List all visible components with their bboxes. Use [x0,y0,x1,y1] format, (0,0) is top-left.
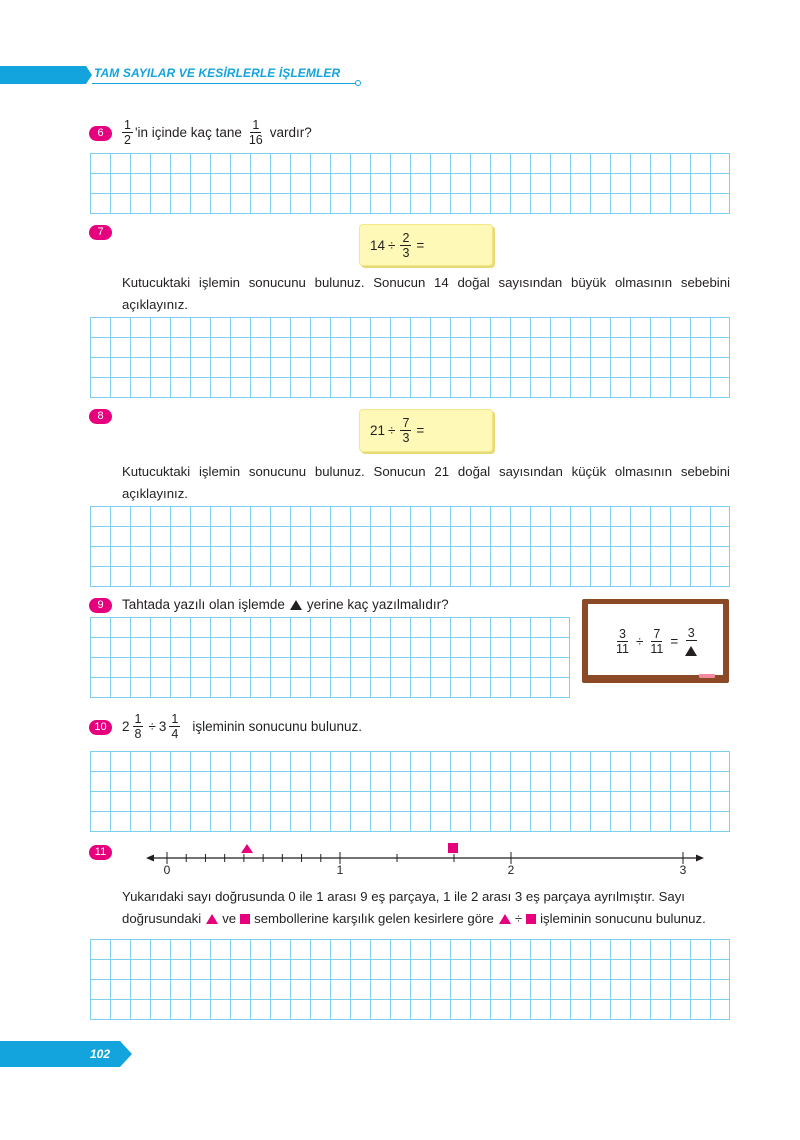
question-11-text-line1: Yukarıdaki sayı doğrusunda 0 ile 1 arası 9 eş parçaya, 1 ile 2 arası 3 eş parçaya ayrılmıştır. Sayı [122,889,685,904]
fraction-denominator: 11 [616,642,629,656]
question-number-6: 6 [89,126,112,141]
question-9-text [122,597,449,612]
fraction-numerator: 2 [402,230,410,245]
question-10-text [122,712,362,741]
equals-sign: = [670,634,679,649]
fraction-numerator: 7 [653,627,661,641]
question-10-text-part: işleminin sonucunu bulunuz. [192,719,362,734]
answer-grid-7[interactable] [90,317,730,398]
whole-number: 21 [370,423,386,438]
triangle-icon [290,600,302,610]
footer-band [0,1041,132,1067]
square-marker-icon [448,843,458,853]
fraction-denominator: 8 [134,727,142,741]
fraction-numerator: 1 [124,118,131,132]
square-marker-icon [526,914,536,924]
number-line-label-2: 2 [507,863,515,877]
question-6-text-part1: 'in içinde kaç tane [134,125,242,140]
fraction-numerator: 3 [687,626,695,640]
division-sign: ÷ [514,911,523,926]
triangle-marker-icon [206,914,218,924]
fraction-one-sixteenth [247,118,265,147]
page-number: 102 [90,1047,111,1061]
fraction-denominator: 2 [124,133,131,147]
question-11-text-line2 [122,908,706,930]
section-title: TAM SAYILAR VE KESİRLERLE İŞLEMLER [94,66,341,80]
division-sign: ÷ [148,719,156,734]
question-11-text-part: işleminin sonucunu bulunuz. [540,911,706,926]
fraction [400,231,411,260]
arrow-left-icon [146,855,154,862]
fraction [400,416,411,445]
equals-sign: = [416,423,425,438]
operation-box-8 [359,409,493,452]
question-number-9: 9 [89,598,112,613]
mixed-fraction-1 [133,712,144,741]
answer-grid-9[interactable] [90,617,570,698]
number-line [140,838,710,878]
fraction-one-half [122,118,133,147]
fraction-numerator: 1 [171,712,179,726]
question-8-text: Kutucuktaki işlemin sonucunu bulunuz. Sonucun 21 doğal sayısından küçük olmasının sebebini açıklayınız. [122,464,730,501]
fraction-numerator: 1 [252,118,260,132]
mixed-whole: 2 [122,719,130,734]
equals-sign: = [416,237,425,253]
operation-box-7 [359,224,493,266]
blackboard [582,599,729,683]
chalk-eraser [699,674,715,678]
answer-grid-6[interactable] [90,153,730,214]
fraction-numerator: 3 [619,627,626,641]
fraction-denominator: 3 [402,431,410,445]
mixed-fraction-2 [169,712,180,741]
question-11-text-part: ve [222,911,237,926]
whole-number: 14 [370,237,386,253]
question-number-11: 11 [89,845,112,860]
question-number-8: 8 [89,409,112,424]
fraction-b [648,627,665,656]
question-11-text-part: doğrusundaki [122,911,202,926]
number-line-label-0: 0 [163,863,171,877]
header-underline [92,83,358,84]
fraction-denominator: 3 [402,245,410,260]
question-7-text: Kutucuktaki işlemin sonucunu bulunuz. Sonucun 14 doğal sayısından büyük olmasının sebebini açıklayınız. [122,275,730,312]
triangle-marker-icon [241,844,253,853]
answer-grid-10[interactable] [90,751,730,832]
fraction-c [683,626,699,657]
question-6-text-part2: vardır? [269,125,312,140]
fraction-denominator [683,641,699,657]
mixed-whole: 3 [158,719,167,734]
question-6-text [120,118,312,147]
question-number-10: 10 [89,720,112,735]
header-dot-icon [355,80,361,86]
number-line-label-1: 1 [336,863,344,877]
triangle-marker-icon [499,914,511,924]
answer-grid-11[interactable] [90,939,730,1020]
question-9-text-part1: Tahtada yazılı olan işlemde [122,597,285,612]
blackboard-surface [588,604,723,675]
square-marker-icon [240,914,250,924]
number-line-label-3: 3 [679,863,687,877]
fraction-numerator: 7 [402,416,410,430]
header-band [0,66,92,84]
division-sign: ÷ [388,423,396,438]
fraction-denominator: 4 [171,727,179,741]
blackboard-equation [612,626,701,657]
question-9-text-part2: yerine kaç yazılmalıdır? [306,597,449,612]
fraction-denominator: 16 [248,133,263,147]
fraction-denominator: 11 [650,642,664,656]
division-sign: ÷ [635,634,644,649]
division-sign: ÷ [388,237,396,253]
question-11-text-part: sembollerine karşılık gelen kesirlere göre [254,911,494,926]
arrow-right-icon [696,855,704,862]
fraction-numerator: 1 [134,712,142,726]
question-number-7: 7 [89,225,112,240]
triangle-icon [685,646,697,656]
answer-grid-8[interactable] [90,506,730,587]
fraction-a [614,627,631,656]
